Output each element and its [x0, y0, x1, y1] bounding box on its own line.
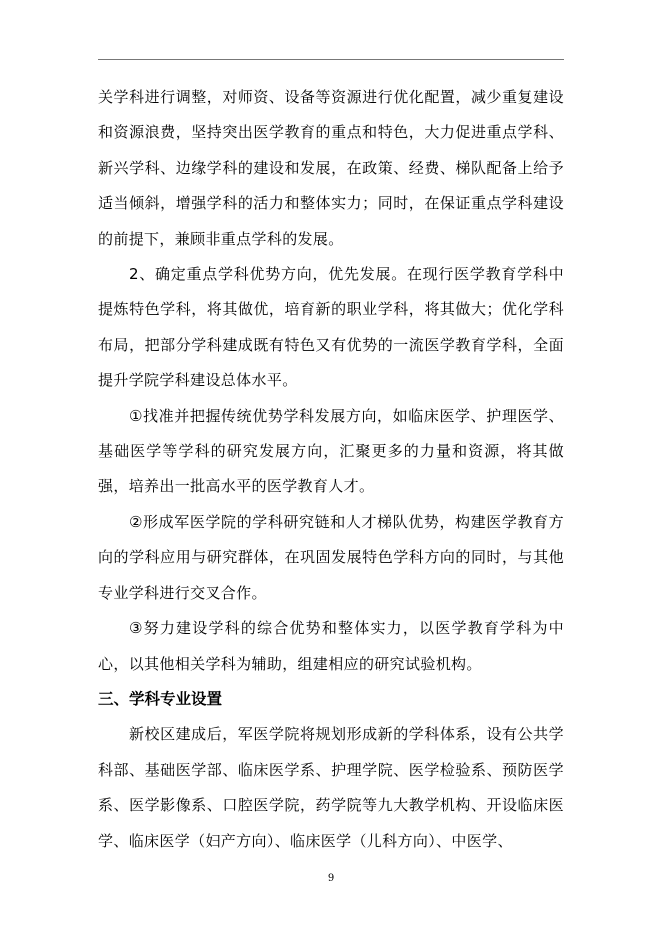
section-heading: 三、学科专业设置	[98, 689, 223, 708]
document-body	[98, 80, 564, 859]
paragraph-1: 关学科进行调整，对师资、设备等资源进行优化配置，减少重复建设和资源浪费，坚持突出医学教育的重点和特色，大力促进重点学科、新兴学科、边缘学科的建设和发展，在政策、经费、梯队配备上给予适当倾斜，增强学科的活力和整体实力；同时，在保证重点学科建设的前提下，兼顾非重点学科的发展。	[98, 88, 564, 248]
paragraph-6: 新校区建成后，军医学院将规划形成新的学科体系，设有公共学科部、基础医学部、临床医学系、护理学院、医学检验系、预防医学系、医学影像系、口腔医学院，药学院等九大教学机构、开设临床医学、临床医学（妇产方向）、临床医学（儿科方向）、中医学、	[98, 725, 564, 850]
paragraph-4: ②形成军医学院的学科研究链和人才梯队优势，构建医学教育方向的学科应用与研究群体，在巩固发展特色学科方向的同时，与其他专业学科进行交叉合作。	[98, 512, 564, 602]
paragraph-3: ①找准并把握传统优势学科发展方向，如临床医学、护理医学、基础医学等学科的研究发展方向，汇聚更多的力量和资源，将其做强，培养出一批高水平的医学教育人才。	[98, 406, 564, 496]
paragraph-5: ③努力建设学科的综合优势和整体实力，以医学教育学科为中心，以其他相关学科为辅助，组建相应的研究试验机构。	[98, 619, 564, 673]
paragraph-2: 2、确定重点学科优势方向，优先发展。在现行医学教育学科中提炼特色学科，将其做优，培育新的职业学科，将其做大；优化学科布局，把部分学科建成既有特色又有优势的一流医学教育学科，全面提升学院学科建设总体水平。	[98, 265, 564, 390]
header-rule	[98, 59, 564, 60]
page-number: 9	[327, 873, 335, 884]
